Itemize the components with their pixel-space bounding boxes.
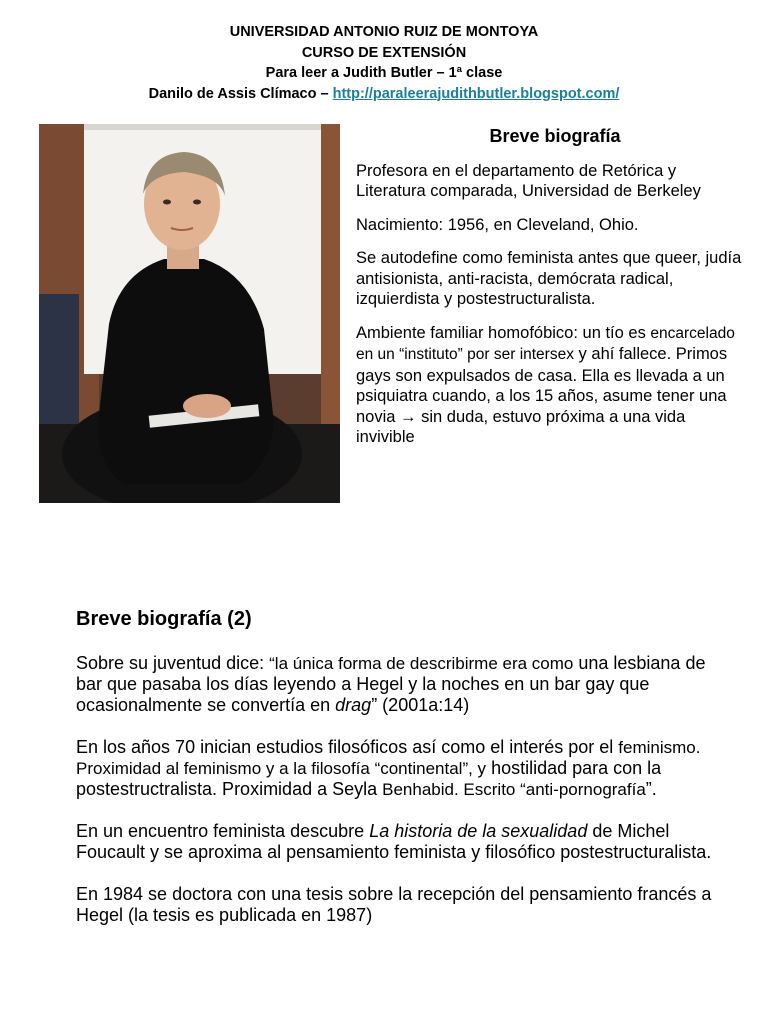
bio2-p2-b: feminismo. Proximidad al feminismo y a la filosofía “continental”, y bbox=[76, 738, 701, 778]
bio-section-1 bbox=[356, 126, 748, 461]
bio2-p3-book-title: La historia de la sexualidad bbox=[369, 821, 588, 841]
header-class: Para leer a Judith Butler – 1ª clase bbox=[265, 65, 503, 81]
bio2-p2-a: En los años 70 inician estudios filosóficos así como el interés por el bbox=[76, 737, 619, 757]
bio2-paragraph-doctorate: En 1984 se doctora con una tesis sobre la recepción del pensamiento francés a Hegel (la tesis es publicada en 1987) bbox=[76, 884, 712, 925]
bio2-p1-c: una lesbiana de bar que pasaba los días leyendo a Hegel y la noches en un bar gay que ocasionalmente se convertía en bbox=[76, 653, 706, 715]
header-university: UNIVERSIDAD ANTONIO RUIZ DE MONTOYA bbox=[229, 24, 539, 40]
bio2-title: Breve biografía (2) bbox=[76, 608, 252, 630]
bio1-p4-middle: encarcelado en un “instituto” por ser intersex bbox=[356, 324, 735, 363]
bio2-p1-drag: drag bbox=[335, 695, 372, 715]
bio2-p1-a: Sobre su juventud dice: bbox=[76, 653, 270, 673]
bio2-p2-d: Benhabid. Escrito “anti-pornografía bbox=[382, 780, 646, 799]
bio2-p2-e: ”. bbox=[645, 779, 657, 799]
bio1-paragraph-position: Profesora en el departamento de Retórica y Literatura comparada, Universidad de Berkeley bbox=[356, 161, 701, 200]
bio-section-2 bbox=[76, 609, 736, 947]
bio2-p3-a: En un encuentro feminista descubre bbox=[76, 821, 370, 841]
portrait-photo bbox=[39, 124, 340, 503]
bio1-p4-end: y ahí fallece. Primos gays son expulsados de casa. Ella es llevada a un psiquiatra cuando, a los 15 años, asume tener una novia → sin duda, estuvo próxima a una vida invivible bbox=[356, 345, 728, 446]
bio1-paragraph-self-definition: Se autodefine como feminista antes que queer, judía antisionista, anti-racista, demócrata radical, izquierdista y postestructuralista. bbox=[356, 249, 742, 308]
bio2-p1-e: ” (2001a:14) bbox=[371, 695, 470, 715]
bio1-p4-start: Ambiente familiar homofóbico: un tío es bbox=[356, 323, 651, 342]
bio1-paragraph-family bbox=[356, 323, 748, 448]
bio2-p3-c: de Michel Foucault y se aproxima al pensamiento feminista y filosófico postestructuralista. bbox=[76, 821, 712, 862]
document-header bbox=[0, 22, 768, 104]
portrait-illustration bbox=[39, 124, 340, 503]
bio1-title: Breve biografía bbox=[489, 126, 621, 146]
bio2-paragraph-foucault bbox=[76, 821, 736, 863]
header-author: Danilo de Assis Clímaco – bbox=[148, 85, 333, 102]
bio2-paragraph-youth bbox=[76, 653, 736, 716]
bio2-p1-b: “la única forma de describirme era como bbox=[269, 654, 574, 673]
blog-link[interactable]: http://paraleerajudithbutler.blogspot.com/ bbox=[332, 85, 620, 102]
bio2-p2-c: hostilidad para con la postestructralista. Proximidad a Seyla bbox=[76, 758, 662, 799]
bio1-paragraph-birth: Nacimiento: 1956, en Cleveland, Ohio. bbox=[356, 215, 639, 234]
bio2-paragraph-studies bbox=[76, 737, 736, 800]
header-author-line bbox=[0, 84, 768, 105]
header-course: CURSO DE EXTENSIÓN bbox=[301, 44, 467, 61]
